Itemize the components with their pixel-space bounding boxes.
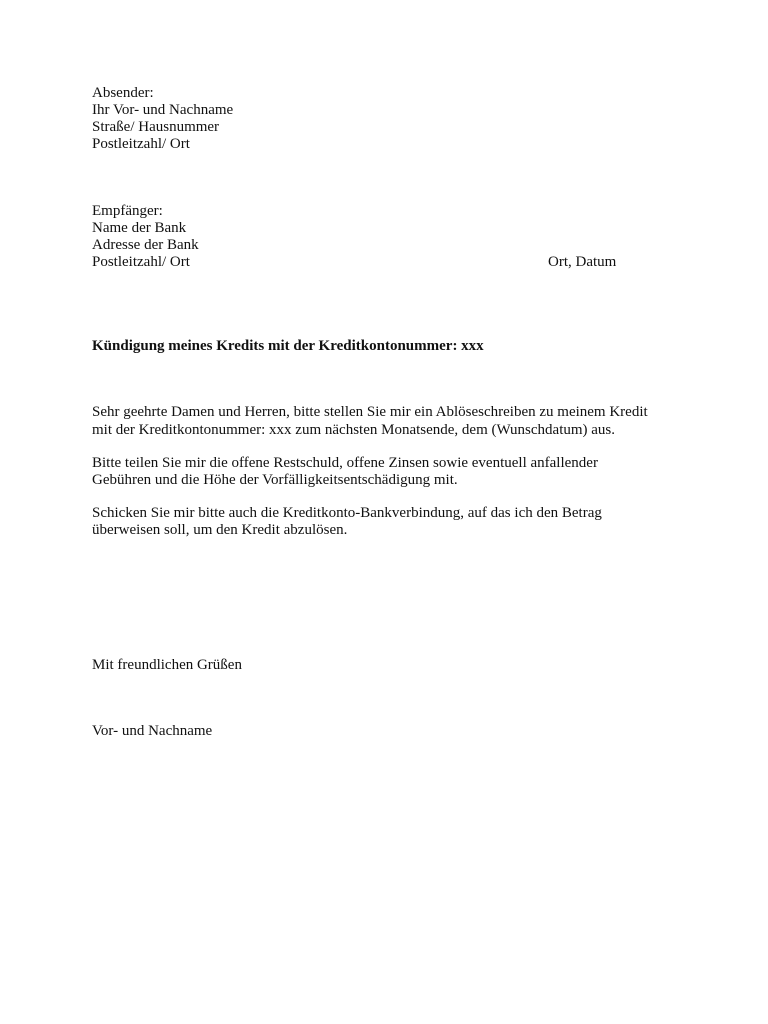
subject-line: Kündigung meines Kredits mit der Kreditkontonummer: xxx bbox=[92, 338, 484, 354]
body-paragraph-1-line-1: Sehr geehrte Damen und Herren, bitte stellen Sie mir ein Ablöseschreiben zu meinem Kredit bbox=[92, 404, 648, 420]
body-paragraph-2-line-2: Gebühren und die Höhe der Vorfälligkeitsentschädigung mit. bbox=[92, 472, 458, 488]
recipient-bank-address: Adresse der Bank bbox=[92, 237, 199, 253]
recipient-label: Empfänger: bbox=[92, 203, 163, 219]
closing-greeting: Mit freundlichen Grüßen bbox=[92, 657, 242, 673]
sender-street: Straße/ Hausnummer bbox=[92, 119, 220, 135]
sender-label: Absender: bbox=[92, 85, 154, 101]
body-paragraph-2-line-1: Bitte teilen Sie mir die offene Restschuld, offene Zinsen sowie eventuell anfallender bbox=[92, 455, 598, 471]
recipient-bank-name: Name der Bank bbox=[92, 220, 187, 236]
sender-city: Postleitzahl/ Ort bbox=[92, 136, 190, 152]
recipient-city: Postleitzahl/ Ort bbox=[92, 254, 190, 270]
sender-name: Ihr Vor- und Nachname bbox=[92, 102, 234, 118]
body-paragraph-3-line-1: Schicken Sie mir bitte auch die Kreditkonto-Bankverbindung, auf das ich den Betrag bbox=[92, 505, 602, 521]
place-date: Ort, Datum bbox=[548, 254, 617, 270]
signature-name: Vor- und Nachname bbox=[92, 723, 213, 739]
body-paragraph-1-line-2: mit der Kreditkontonummer: xxx zum nächsten Monatsende, dem (Wunschdatum) aus. bbox=[92, 422, 616, 438]
body-paragraph-3-line-2: überweisen soll, um den Kredit abzulösen. bbox=[92, 522, 348, 538]
